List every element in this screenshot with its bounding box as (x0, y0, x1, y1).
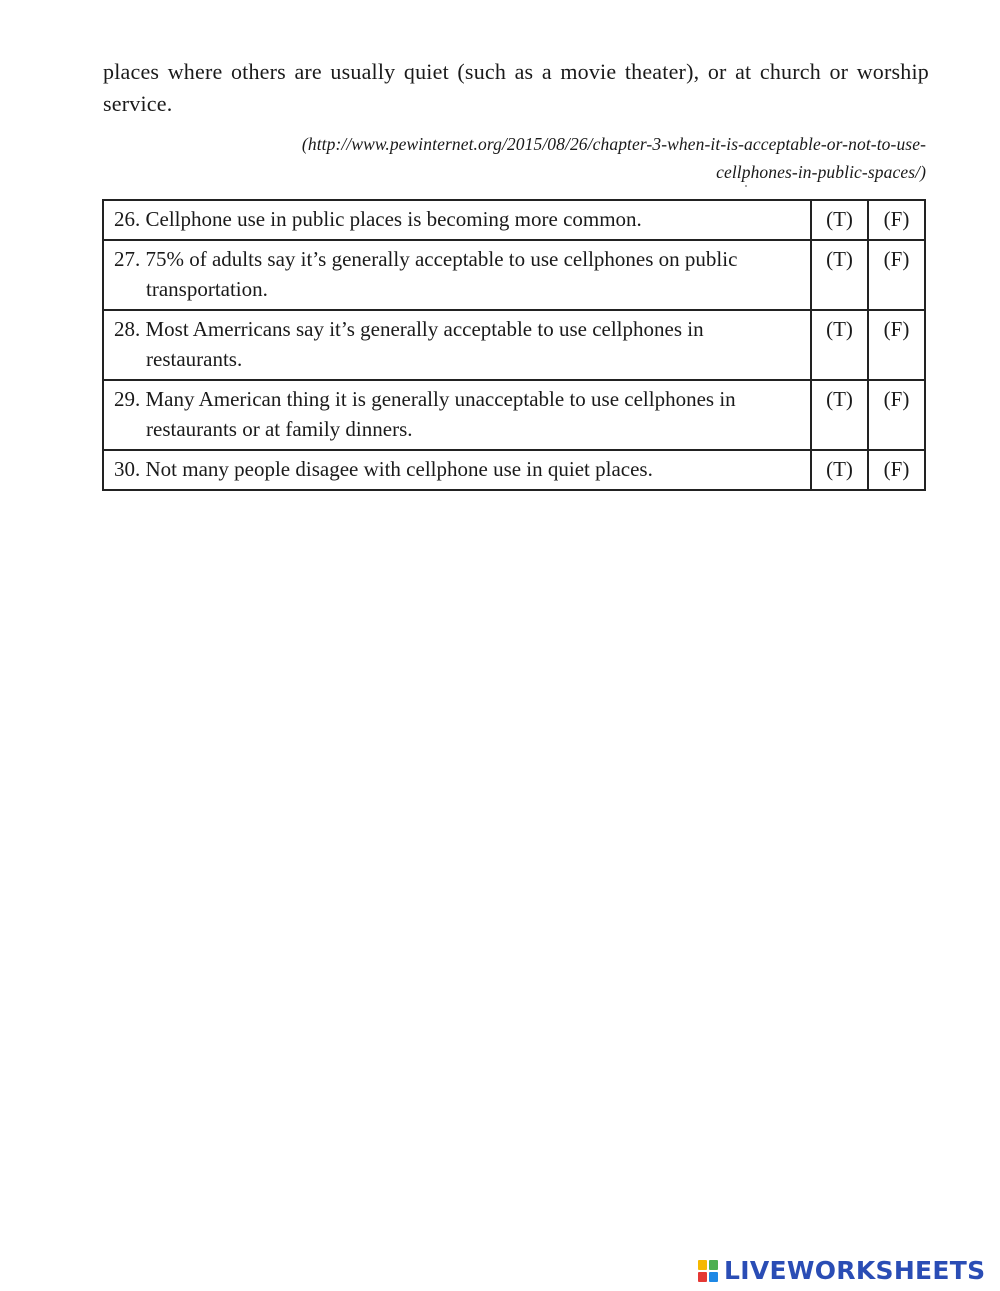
intro-paragraph: places where others are usually quiet (such as a movie theater), or at church or worship service. (103, 59, 929, 116)
table-row (103, 240, 925, 310)
logo-square-red (698, 1272, 707, 1282)
logo-square-yellow (698, 1260, 707, 1270)
question-text: 29. Many American thing it is generally unacceptable to use cellphones in restaurants or at family dinners. (114, 387, 736, 441)
false-option[interactable]: (F) (868, 200, 925, 240)
logo-square-green (709, 1260, 718, 1270)
source-line-1: (http://www.pewinternet.org/2015/08/26/chapter-3-when-it-is-acceptable-or-not-to-use- (301, 134, 926, 154)
true-option[interactable]: (T) (811, 450, 868, 490)
question-cell (103, 200, 811, 240)
question-cell (103, 450, 811, 490)
logo-square-blue (709, 1272, 718, 1282)
false-option[interactable]: (F) (868, 310, 925, 380)
table-row (103, 380, 925, 450)
true-option[interactable]: (T) (811, 380, 868, 450)
false-option[interactable]: (F) (868, 450, 925, 490)
question-text: 26. Cellphone use in public places is becoming more common. (114, 207, 642, 231)
table-row (103, 450, 925, 490)
true-option[interactable]: (T) (811, 200, 868, 240)
question-text: 27. 75% of adults say it’s generally acceptable to use cellphones on public transportation. (114, 247, 738, 301)
brand-name: LIVEWORKSHEETS (724, 1256, 986, 1285)
scan-speck (745, 185, 747, 187)
question-cell (103, 240, 811, 310)
question-text: 28. Most Amerricans say it’s generally acceptable to use cellphones in restaurants. (114, 317, 704, 371)
true-option[interactable]: (T) (811, 310, 868, 380)
false-option[interactable]: (F) (868, 240, 925, 310)
liveworksheets-logo-icon (698, 1260, 718, 1282)
source-citation (160, 130, 926, 186)
question-text: 30. Not many people disagee with cellphone use in quiet places. (114, 457, 653, 481)
table-row (103, 310, 925, 380)
true-false-table (102, 199, 926, 491)
question-cell (103, 380, 811, 450)
question-cell (103, 310, 811, 380)
liveworksheets-brand[interactable] (698, 1255, 985, 1287)
false-option[interactable]: (F) (868, 380, 925, 450)
true-option[interactable]: (T) (811, 240, 868, 310)
table-row (103, 200, 925, 240)
source-line-2: cellphones-in-public-spaces/) (716, 162, 926, 182)
